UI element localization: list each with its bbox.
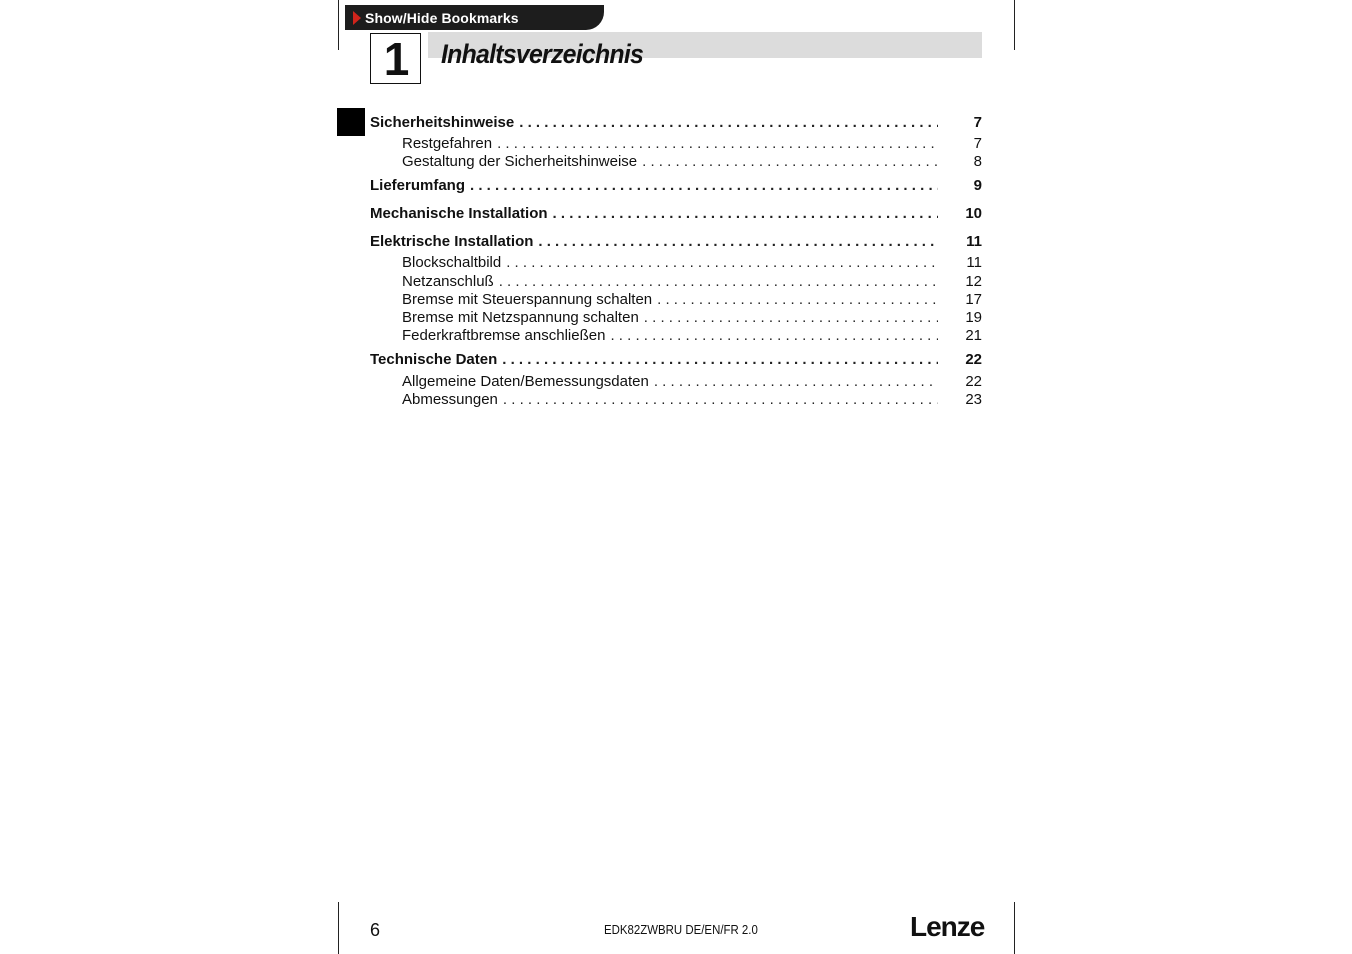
toc-entry-page: 11 bbox=[966, 254, 982, 271]
toc-leader-dots bbox=[470, 177, 938, 194]
section-marker bbox=[337, 108, 365, 136]
crop-mark-top-left bbox=[338, 0, 339, 50]
toc-entry[interactable] bbox=[370, 373, 982, 391]
toc-entry-title: Sicherheitshinweise bbox=[370, 114, 515, 131]
toc-entry-title: Allgemeine Daten/Bemessungsdaten bbox=[402, 373, 649, 390]
toc-entry-title: Elektrische Installation bbox=[370, 233, 534, 250]
toc-entry-title: Technische Daten bbox=[370, 351, 498, 368]
toc-entry[interactable] bbox=[370, 153, 982, 171]
show-hide-bookmarks-button[interactable] bbox=[345, 5, 604, 30]
toc-entry-title: Lieferumfang bbox=[370, 177, 466, 194]
page-title: Inhaltsverzeichnis bbox=[441, 39, 644, 69]
toc-entry-title: Federkraftbremse anschließen bbox=[402, 327, 606, 344]
toc-entry[interactable] bbox=[370, 254, 982, 272]
document-code: EDK82ZWBRU DE/EN/FR 2.0 bbox=[604, 922, 758, 937]
toc-leader-dots bbox=[506, 254, 938, 271]
toc-entry-title: Abmessungen bbox=[402, 391, 498, 408]
toc-entry-page: 7 bbox=[973, 114, 982, 131]
toc-entry-page: 22 bbox=[965, 373, 982, 390]
toc-entry-page: 7 bbox=[973, 135, 982, 152]
toc-entry[interactable] bbox=[370, 327, 982, 345]
toc-entry-page: 21 bbox=[965, 327, 982, 344]
toc-leader-dots bbox=[503, 391, 938, 408]
toc-entry[interactable] bbox=[370, 135, 982, 153]
toc-entry-page: 11 bbox=[966, 233, 982, 250]
toc-entry-page: 23 bbox=[965, 391, 982, 408]
toc-entry-page: 17 bbox=[965, 291, 982, 308]
crop-mark-bottom-right bbox=[1014, 902, 1015, 954]
toc-entry-page: 10 bbox=[965, 205, 982, 222]
toc-entry-title: Gestaltung der Sicherheitshinweise bbox=[402, 153, 638, 170]
toc-leader-dots bbox=[502, 351, 938, 368]
toc-leader-dots bbox=[497, 135, 938, 152]
toc-entry[interactable] bbox=[370, 273, 982, 291]
toc-entry-page: 19 bbox=[965, 309, 982, 326]
toc-entry-title: Bremse mit Steuerspannung schalten bbox=[402, 291, 653, 308]
lenze-logo: Lenze bbox=[910, 911, 985, 942]
toc-entry[interactable] bbox=[370, 114, 982, 132]
toc-leader-dots bbox=[538, 233, 938, 250]
toc-entry[interactable] bbox=[370, 351, 982, 369]
toc-leader-dots bbox=[657, 291, 938, 308]
toc-entry-page: 22 bbox=[965, 351, 982, 368]
toc-leader-dots bbox=[499, 273, 938, 290]
toc-entry[interactable] bbox=[370, 177, 982, 195]
toc-entry-title: Bremse mit Netzspannung schalten bbox=[402, 309, 639, 326]
toc-entry-title: Netzanschluß bbox=[402, 273, 494, 290]
toc-entry-title: Blockschaltbild bbox=[402, 254, 502, 271]
crop-mark-bottom-left bbox=[338, 902, 339, 954]
chapter-number-box: 1 bbox=[370, 33, 421, 84]
bookmarks-label: Show/Hide Bookmarks bbox=[365, 9, 519, 26]
toc-leader-dots bbox=[553, 205, 938, 222]
toc-entry-page: 12 bbox=[965, 273, 982, 290]
crop-mark-top-right bbox=[1014, 0, 1015, 50]
toc-leader-dots bbox=[519, 114, 938, 131]
toc-leader-dots bbox=[654, 373, 938, 390]
toc-entry-title: Restgefahren bbox=[402, 135, 493, 152]
toc-leader-dots bbox=[610, 327, 938, 344]
toc-entry[interactable] bbox=[370, 205, 982, 223]
toc-entry[interactable] bbox=[370, 233, 982, 251]
play-arrow-icon bbox=[353, 11, 361, 25]
toc-entry-page: 8 bbox=[973, 153, 982, 170]
toc-entry[interactable] bbox=[370, 309, 982, 327]
toc-entry[interactable] bbox=[370, 391, 982, 409]
toc-entry-title: Mechanische Installation bbox=[370, 205, 548, 222]
toc-entry[interactable] bbox=[370, 291, 982, 309]
toc-leader-dots bbox=[644, 309, 938, 326]
toc-leader-dots bbox=[642, 153, 938, 170]
toc-entry-page: 9 bbox=[973, 177, 982, 194]
page-number: 6 bbox=[370, 920, 381, 940]
